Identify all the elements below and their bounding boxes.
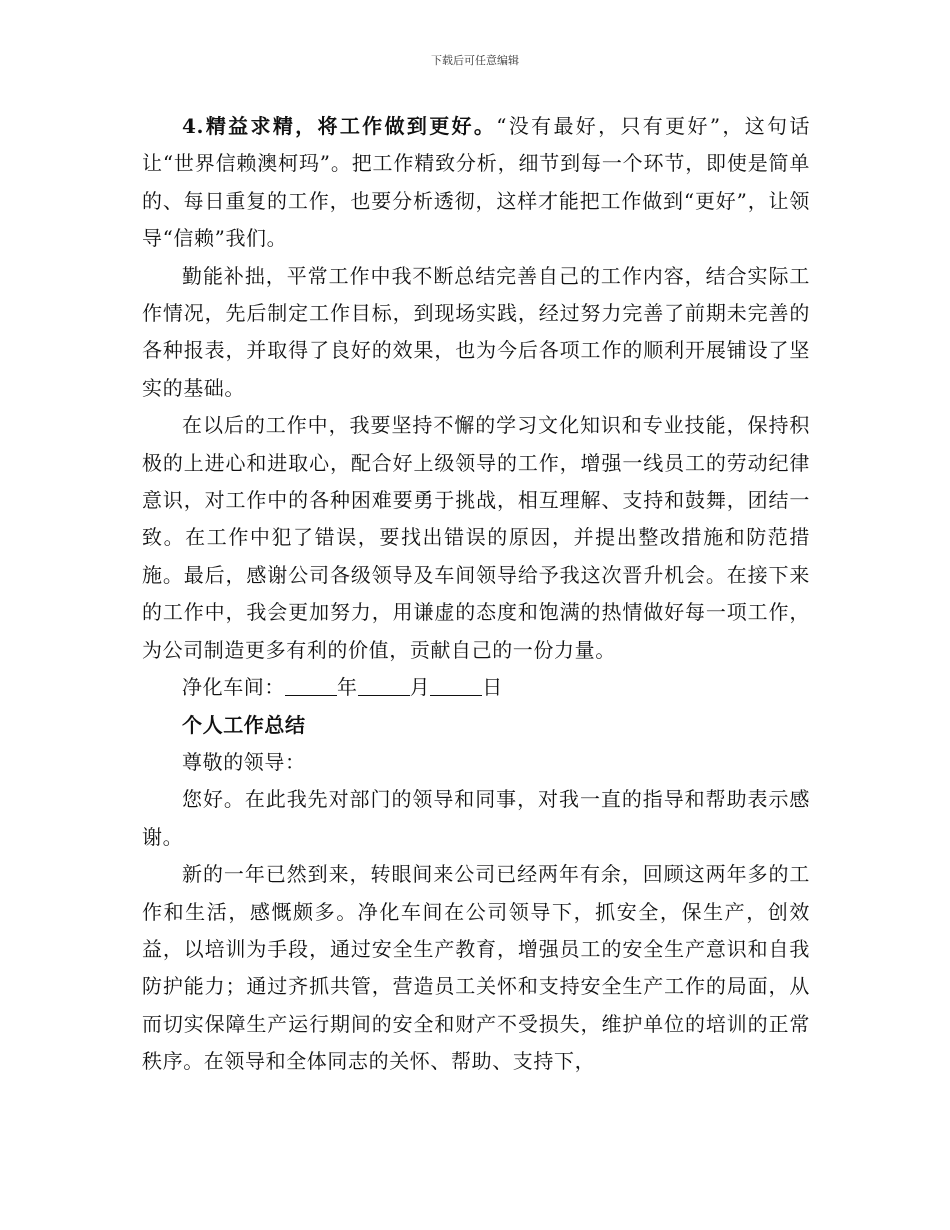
day-blank bbox=[430, 675, 482, 696]
year-blank bbox=[285, 675, 337, 696]
paragraph-new-year: 新的一年已然到来，转眼间来公司已经两年有余，回顾这两年多的工作和生活，感慨颇多。净化车间在公司领导下，抓安全，保生产，创效益，以培训为手段，通过安全生产教育，增强员工的安全生产意识和自我防护能力；通过齐抓共管，营造员工关怀和支持安全生产工作的局面，从而切实保障生产运行期间的安全和财产不受损失，维护单位的培训的正常秩序。在领导和全体同志的关怀、帮助、支持下， bbox=[142, 862, 810, 1074]
day-label: 日 bbox=[482, 675, 503, 700]
paragraph-future-work: 在以后的工作中，我要坚持不懈的学习文化知识和专业技能，保持积极的上进心和进取心，配合好上级领导的工作，增强一线员工的劳动纪律意识，对工作中的各种困难要勇于挑战，相互理解、支持和鼓舞，团结一致。在工作中犯了错误，要找出错误的原因，并提出整改措施和防范措施。最后，感谢公司各级领导及车间领导给予我这次晋升机会。在接下来的工作中，我会更加努力，用谦虚的态度和饱满的热情做好每一项工作，为公司制造更多有利的价值，贡献自己的一份力量。 bbox=[142, 413, 810, 662]
signature-department: 净化车间： bbox=[182, 675, 285, 700]
paragraph-thanks: 您好。在此我先对部门的领导和同事，对我一直的指导和帮助表示感谢。 bbox=[142, 787, 810, 849]
page-header: 下载后可任意编辑 bbox=[431, 54, 519, 67]
year-label: 年 bbox=[337, 675, 358, 700]
section-title: 个人工作总结 bbox=[182, 712, 306, 737]
signature-line bbox=[142, 669, 810, 706]
document-body bbox=[142, 108, 810, 1081]
paragraph-heading-bold: 4.精益求精，将工作做到更好。 bbox=[182, 114, 497, 138]
paragraph-lean-excellence bbox=[142, 108, 810, 258]
month-blank bbox=[358, 675, 410, 696]
paragraph-diligence: 勤能补拙，平常工作中我不断总结完善自己的工作内容，结合实际工作情况，先后制定工作目标，到现场实践，经过努力完善了前期未完善的各种报表，并取得了良好的效果，也为今后各项工作的顺利开展铺设了坚实的基础。 bbox=[142, 263, 810, 400]
paragraph-text: “没有最好，只有更好”，这句话让“世界信赖澳柯玛”。把工作精致分析，细节到每一个环节，即使是简单的、每日重复的工作，也要分析透彻，这样才能把工作做到“更好”，让领导“信赖”我们。 bbox=[142, 114, 810, 251]
salutation: 尊敬的领导： bbox=[182, 749, 306, 774]
month-label: 月 bbox=[409, 675, 431, 700]
